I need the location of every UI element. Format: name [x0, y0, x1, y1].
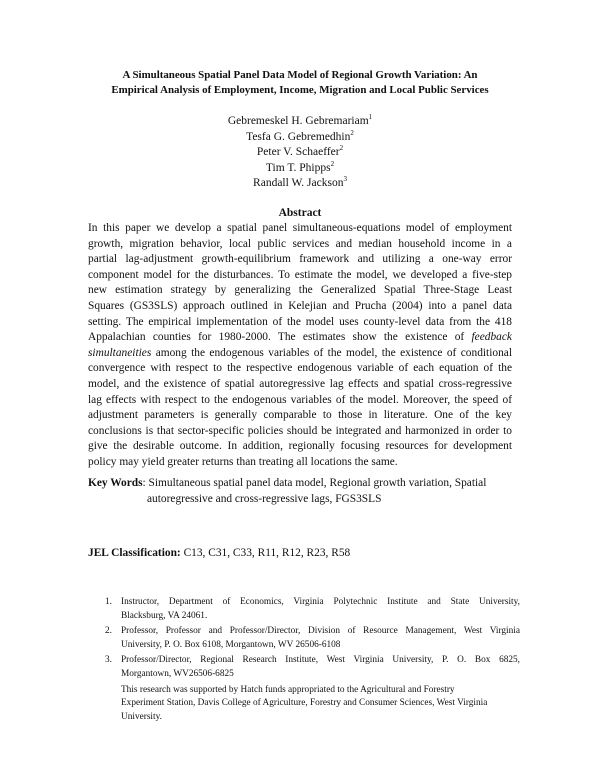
- keywords-text: : Simultaneous spatial panel data model, Regional growth variation, Spatial: [142, 477, 487, 489]
- footnote: [105, 596, 520, 623]
- author-name: Tim T. Phipps: [265, 161, 331, 174]
- keywords-section: [88, 476, 518, 507]
- title-line-2: Empirical Analysis of Employment, Income, Migration and Local Public Services: [111, 84, 489, 96]
- emphasis-text: simultaneities: [88, 346, 152, 359]
- keywords-line: [88, 476, 518, 492]
- jel-classification: [88, 546, 518, 561]
- abstract-line: policy may yield greater returns than treating all locations the same.: [88, 455, 398, 468]
- abstract-body: [88, 221, 512, 471]
- abstract-line: growth, migration behavior, local public services and median household income in a: [88, 237, 512, 250]
- abstract-line: In this paper we develop a spatial panel simultaneous-equations model of employment: [88, 222, 512, 234]
- keywords-label: Key Words: [88, 477, 143, 489]
- author: [150, 145, 450, 161]
- author: [150, 161, 450, 177]
- jel-codes: C13, C31, C33, R11, R12, R23, R58: [180, 547, 351, 559]
- footnote-line: Professor, Professor and Professor/Director, Division of Resource Management, West Virginia: [121, 626, 520, 637]
- emphasis-text: feedback: [471, 331, 512, 344]
- abstract-line: partial lag-adjustment growth-equilibrium framework and utilizing a one-way error: [88, 253, 512, 266]
- footnote-number: 2.: [105, 626, 112, 637]
- footnote-line: Morgantown, WV26506-6825: [121, 668, 234, 679]
- author: [150, 114, 450, 130]
- affiliation-mark: 2: [330, 159, 335, 168]
- author: [150, 176, 450, 192]
- author-name: Gebremeskel H. Gebremariam: [227, 115, 369, 127]
- abstract-line: adjustment parameters is generally comparable to those in literature. One of the key: [88, 409, 512, 422]
- abstract-text: Appalachian counties for 1980-2000. The estimates show the existence of: [88, 331, 465, 344]
- funding-note-line: This research was supported by Hatch funds appropriated to the Agricultural and Forestry: [121, 684, 455, 695]
- footnote-number: 1.: [105, 597, 112, 607]
- footnote: [105, 625, 520, 652]
- abstract-heading: Abstract: [278, 207, 322, 219]
- keywords-line: autoregressive and cross-regressive lags, FGS3SLS: [147, 492, 382, 505]
- affiliation-mark: 3: [343, 175, 347, 184]
- abstract-line: new estimation strategy by generalizing the Generalized Spatial Three-Stage Least: [88, 284, 512, 297]
- abstract-line: lag effects with respect to the endogenous variables of the model. Moreover, the speed of: [88, 393, 512, 406]
- author: [150, 130, 450, 146]
- affiliation-mark: 1: [368, 113, 373, 121]
- footnote-line: Professor/Director, Regional Research Institute, West Virginia University, P. O. Box 6825,: [121, 655, 520, 666]
- abstract-line: setting. The empirical implementation of the model uses county-level data from the 418: [88, 315, 512, 328]
- abstract-line: give the desirable outcome. In addition, regionally focusing resources for development: [88, 440, 512, 453]
- abstract-line: [88, 346, 512, 362]
- funding-note-line: Experiment Station, Davis College of Agriculture, Forestry and Consumer Sciences, West Virginia: [121, 698, 488, 709]
- abstract-line: model, and the existence of spatial autoregressive lag effects and spatial cross-regressive: [88, 377, 512, 390]
- paper-title: [60, 68, 540, 98]
- abstract-text: among the endogenous variables of the model, the existence of conditional: [151, 346, 512, 359]
- footnote-line: University, P. O. Box 6108, Morgantown, WV 26506-6108: [121, 639, 341, 650]
- author-name: Randall W. Jackson: [253, 177, 344, 190]
- abstract-line: [88, 330, 512, 346]
- footnote-line: Blacksburg, VA 24061.: [121, 610, 208, 621]
- footnote-line: Instructor, Department of Economics, Virginia Polytechnic Institute and State University,: [121, 597, 520, 607]
- abstract-line: conclusions is that sector-specific policies should be integrated and harmonized in order to: [88, 424, 512, 437]
- affiliation-mark: 2: [339, 144, 344, 153]
- jel-label: JEL Classification:: [88, 547, 181, 559]
- author-name: Peter V. Schaeffer: [256, 146, 340, 159]
- funding-note: [105, 684, 520, 725]
- funding-note-line: University.: [121, 711, 162, 722]
- footnote-number: 3.: [105, 655, 112, 666]
- abstract-line: component model for the disturbances. To estimate the model, we developed a five-step: [88, 268, 512, 281]
- author-name: Tesfa G. Gebremedhin: [246, 130, 351, 143]
- affiliation-mark: 2: [350, 128, 354, 137]
- footnotes: [105, 596, 520, 724]
- abstract-line: Squares (GS3SLS) approach outlined in Kelejian and Prucha (2004) into a panel data: [88, 299, 512, 312]
- footnote: [105, 654, 520, 681]
- title-line-1: A Simultaneous Spatial Panel Data Model of Regional Growth Variation: An: [122, 69, 478, 81]
- author-list: [150, 114, 450, 192]
- abstract-line: convergence with respect to the respective endogenous variable of each equation of the: [88, 362, 512, 375]
